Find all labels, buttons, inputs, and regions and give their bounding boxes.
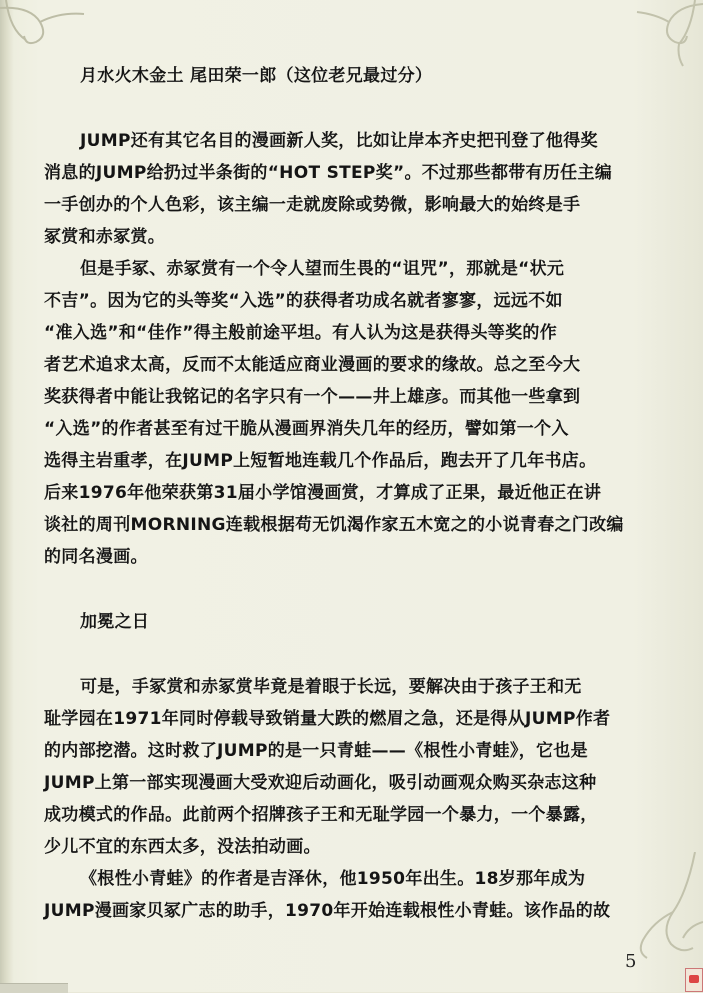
text-line: 谈社的周刊MORNING连载根据苟无饥渴作家五木宽之的小说青春之门改编 [44, 515, 624, 535]
text-line: 冢赏和赤冢赏。 [44, 227, 166, 247]
text-line: 选得主岩重孝，在JUMP上短暂地连载几个作品后，跑去开了几年书店。 [44, 451, 597, 471]
text-line: 不吉”。因为它的头等奖“入选”的获得者功成名就者寥寥，远远不如 [44, 291, 563, 311]
text-line: 后来1976年他荣获第31届小学馆漫画赏，才算成了正果，最近他正在讲 [44, 483, 602, 503]
text-line: 的同名漫画。 [44, 547, 148, 567]
article-text [44, 60, 684, 927]
text-line: JUMP漫画家贝冢广志的助手，1970年开始连载根性小青蛙。该作品的故 [44, 901, 611, 921]
page-number: 5 [625, 951, 637, 972]
paragraph-gap [44, 638, 684, 671]
reader-app-icon[interactable] [685, 968, 703, 992]
text-line: 消息的JUMP给扔过半条街的“HOT STEP奖”。不过那些都带有历任主编 [44, 163, 613, 183]
text-line: 可是，手冢赏和赤冢赏毕竟是着眼于长远，要解决由于孩子王和无 [80, 677, 582, 697]
paragraph-gap [44, 92, 684, 125]
section-heading: 月水火木金土 尾田荣一郎（这位老兄最过分） [80, 66, 433, 86]
text-line: 但是手冢、赤冢赏有一个令人望而生畏的“诅咒”，那就是“状元 [80, 259, 565, 279]
text-line: JUMP还有其它名目的漫画新人奖，比如让岸本齐史把刊登了他得奖 [80, 131, 598, 151]
text-line: 《根性小青蛙》的作者是吉泽休，他1950年出生。18岁那年成为 [80, 869, 586, 889]
text-line: 耻学园在1971年同时停载导致销量大跌的燃眉之急，还是得从JUMP作者 [44, 709, 611, 729]
text-line: JUMP上第一部实现漫画大受欢迎后动画化，吸引动画观众购买杂志这种 [44, 773, 597, 793]
paragraph-gap [44, 573, 684, 606]
text-line: 成功模式的作品。此前两个招牌孩子王和无耻学园一个暴力，一个暴露， [44, 805, 598, 825]
text-line: 者艺术追求太高，反而不太能适应商业漫画的要求的缘故。总之至今大 [44, 355, 581, 375]
text-line: “准入选”和“佳作”得主般前途平坦。有人认为这是获得头等奖的作 [44, 323, 557, 343]
text-line: “入选”的作者甚至有过干脆从漫画界消失几年的经历，譬如第一个入 [44, 419, 569, 439]
text-line: 奖获得者中能让我铭记的名字只有一个——井上雄彦。而其他一些拿到 [44, 387, 581, 407]
text-line: 少儿不宜的东西太多，没法拍动画。 [44, 837, 321, 857]
text-line: 的内部挖潜。这时救了JUMP的是一只青蛙——《根性小青蛙》，它也是 [44, 741, 588, 761]
section-heading: 加冕之日 [80, 612, 150, 632]
text-line: 一手创办的个人色彩，该主编一走就废除或势微，影响最大的始终是手 [44, 195, 581, 215]
